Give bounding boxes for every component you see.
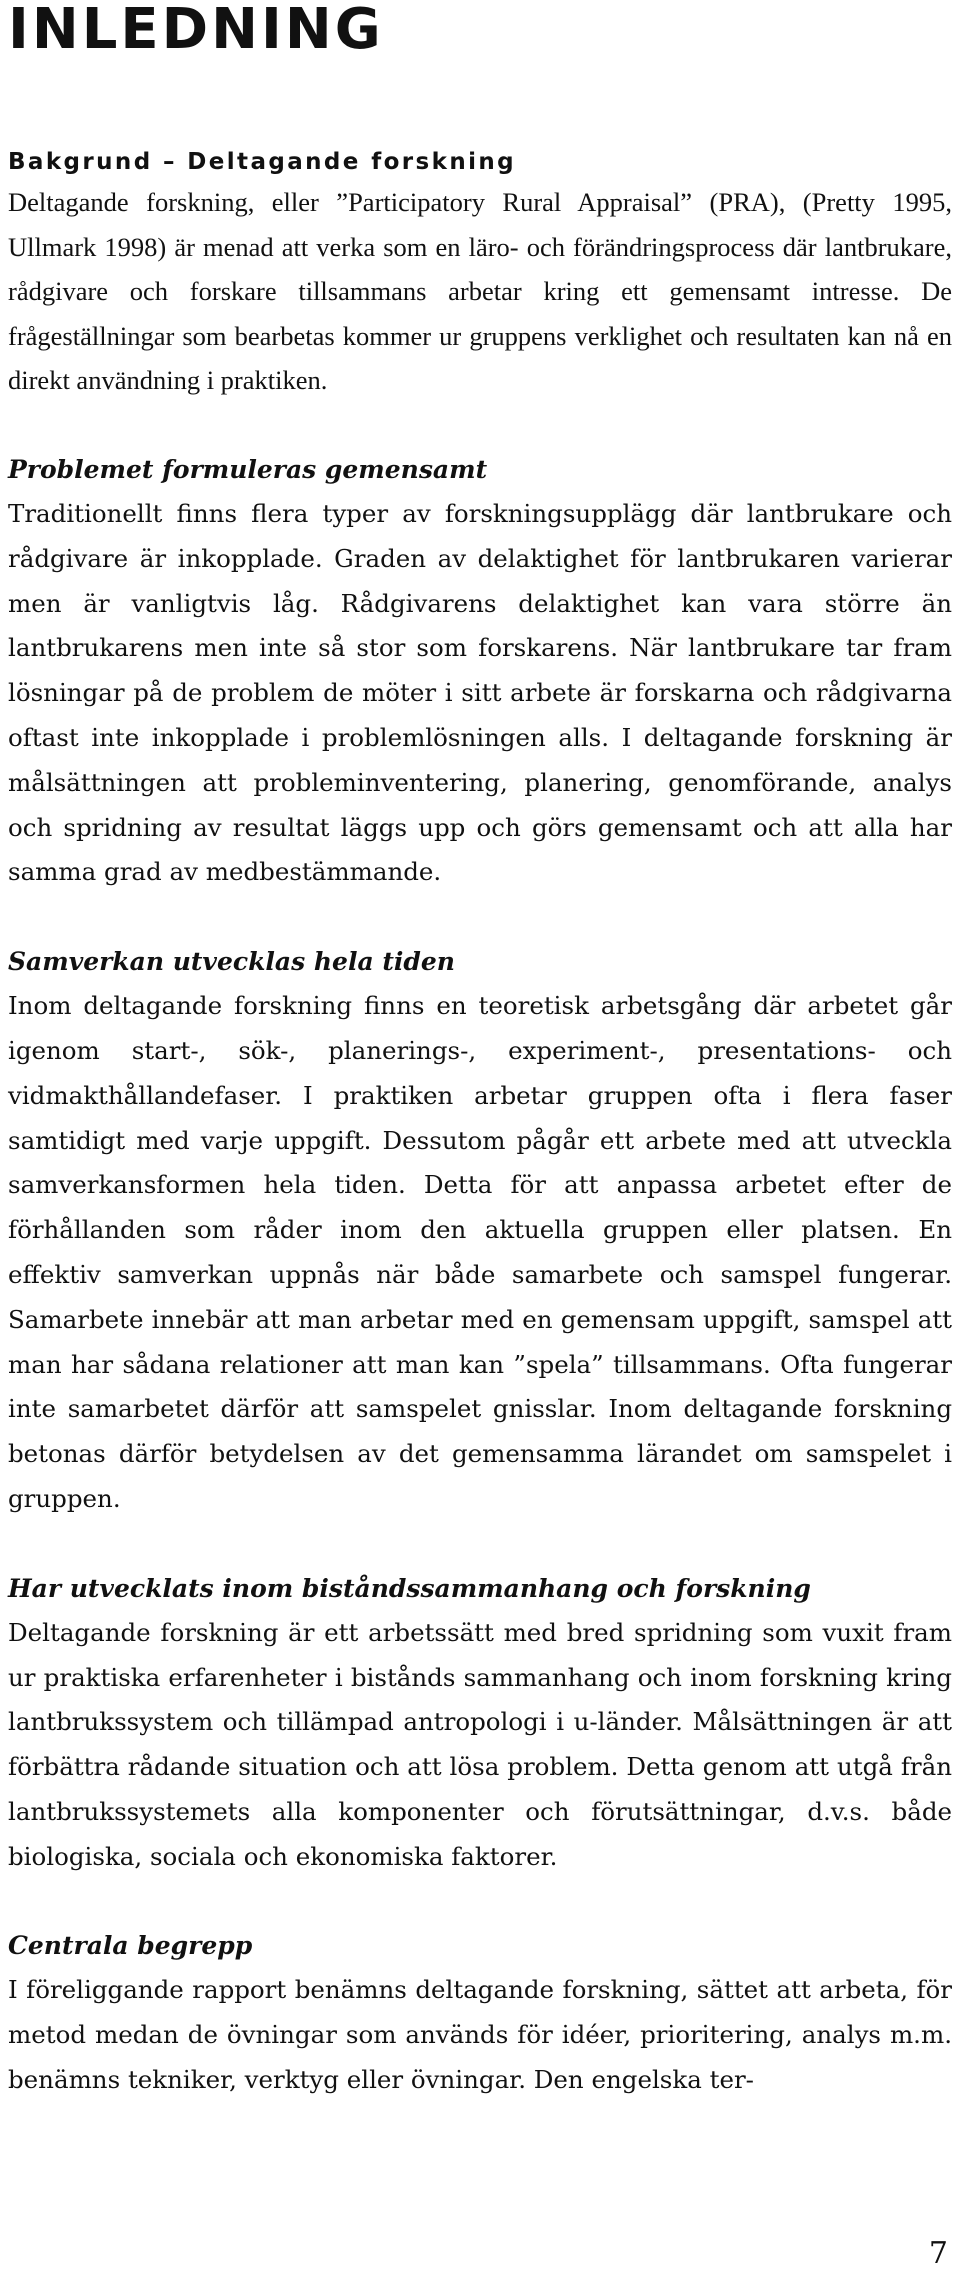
section-subheading: Problemet formuleras gemensamt: [8, 454, 488, 484]
section-development: [8, 1567, 952, 1880]
section-subheading: Har utvecklats inom biståndssammanhang och forskning: [8, 1573, 811, 1603]
page-number: 7: [928, 2236, 948, 2271]
section-spacer: [8, 1879, 952, 1924]
section-concepts: [8, 1924, 952, 2102]
section-problem: [8, 448, 952, 895]
section-paragraph: Traditionellt finns flera typer av forskningsupplägg där lantbrukare och rådgivare är inkopplade. Graden av delaktighet för lantbrukaren varierar men är vanligtvis låg. Rådgivarens delaktighet kan vara större än lantbrukarens men inte så stor som forskarens. När lantbrukare tar fram lösningar på de problem de möter i sitt arbete är forskarna och rådgivarna oftast inte inkopplade i problemlösningen alls. I deltagande forskning är målsättningen att probleminventering, planering, genomförande, analys och spridning av resultat läggs upp och görs gemensamt och att alla har samma grad av medbestämmande.: [8, 498, 952, 887]
section-subheading: Samverkan utvecklas hela tiden: [8, 947, 455, 977]
section-subheading: Centrala begrepp: [8, 1931, 253, 1961]
section-spacer: [8, 1522, 952, 1567]
section-paragraph: Deltagande forskning är ett arbetssätt med bred spridning som vuxit fram ur praktiska erfarenheter i bistånds sammanhang och inom forskning kring lantbrukssystem och tillämpad antropologi i u-länder. Målsättningen är att förbättra rådande situation och att lösa problem. Detta genom att utgå från lantbrukssystemets alla komponenter och förutsättningar, d.v.s. både biologiska, sociala och ekonomiska faktorer.: [8, 1617, 952, 1871]
section-paragraph: Deltagande forskning, eller ”Participatory Rural Appraisal” (PRA), (Pretty 1995, Ullmark 1998) är menad att verka som en läro- och förändringsprocess där lantbrukare, rådgivare och forskare tillsammans arbetar kring ett gemensamt intresse. De frågeställningar som bearbetas kommer ur gruppens verklighet och resultaten kan nå en direkt användning i praktiken.: [8, 187, 952, 396]
section-collaboration: [8, 940, 952, 1522]
section-background: [8, 148, 952, 403]
document-page: [8, 0, 952, 2103]
page-heading: INLEDNING: [8, 0, 384, 62]
section-spacer: [8, 403, 952, 448]
section-spacer: [8, 895, 952, 940]
section-paragraph: Inom deltagande forskning finns en teoretisk arbetsgång där arbetet går igenom start-, sök-, planerings-, experiment-, presentations- och vidmakthållandefaser. I praktiken arbetar gruppen ofta i flera faser samtidigt med varje uppgift. Dessutom pågår ett arbete med att utveckla samverkansformen hela tiden. Detta för att anpassa arbetet efter de förhållanden som råder inom den aktuella gruppen eller platsen. En effektiv samverkan uppnås när både samarbete och samspel fungerar. Samarbete innebär att man arbetar med en gemensam uppgift, samspel att man har sådana relationer att man kan ”spela” tillsammans. Ofta fungerar inte samarbetet därför att samspelet gnisslar. Inom deltagande forskning betonas därför betydelsen av det gemensamma lärandet om samspelet i gruppen.: [8, 991, 952, 1513]
section-subheading: Bakgrund – Deltagande forskning: [8, 149, 517, 175]
section-paragraph: I föreliggande rapport benämns deltagande forskning, sättet att arbeta, för metod medan de övningar som används för idéer, prioritering, analys m.m. benämns tekniker, verktyg eller övningar. Den engelska ter-: [8, 1975, 952, 2095]
